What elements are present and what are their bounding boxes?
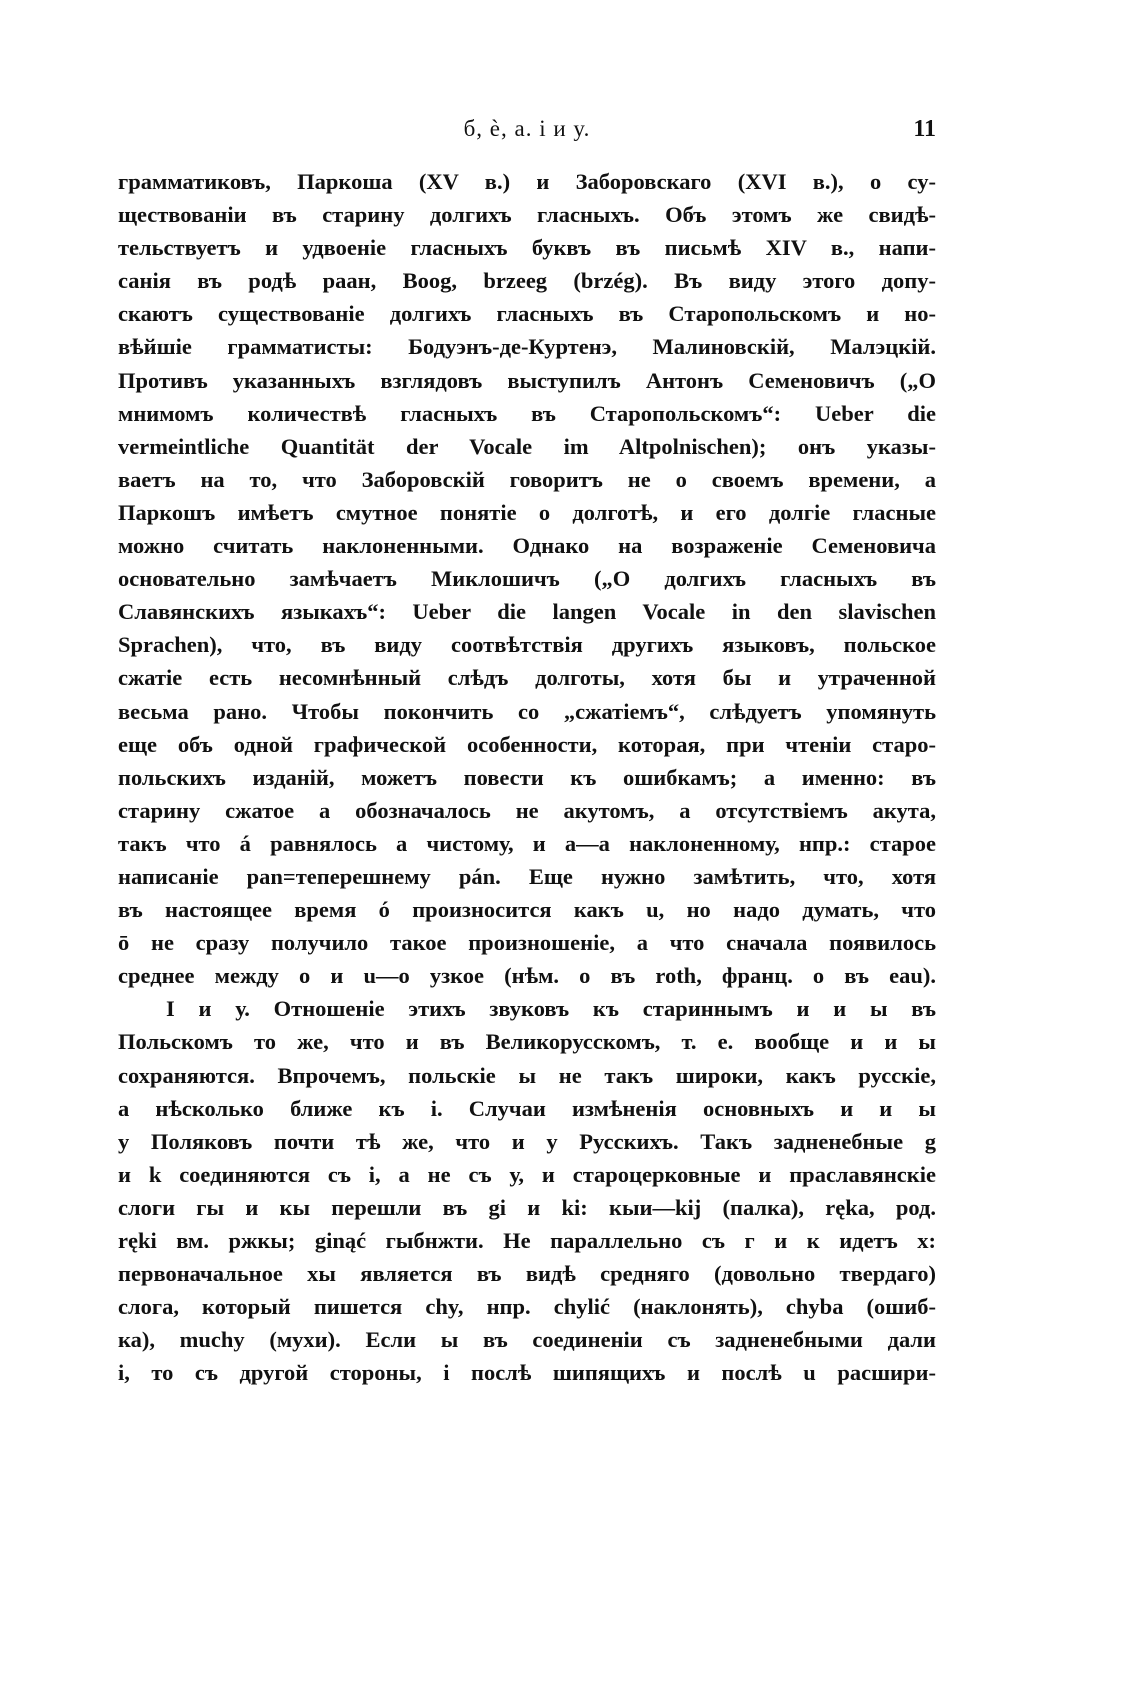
- text-line: санія въ родѣ раан, Boog, brzeeg (brzég). Въ виду этого допу-: [118, 268, 936, 294]
- text-line: старину сжатое а обозначалось не акутомъ, а отсутствіемъ акута,: [118, 797, 936, 823]
- text-line: сжатіе есть несомнѣнный слѣдъ долготы, хотя бы и утраченной: [118, 665, 936, 691]
- text-line: і, то съ другой стороны, і послѣ шипящихъ и послѣ u расшири-: [118, 1360, 936, 1386]
- text-line: слога, который пишется chy, нпр. chylić (наклонять), chyba (ошиб-: [118, 1294, 936, 1320]
- text-line: грамматиковъ, Паркоша (XV в.) и Заборовскаго (XVI в.), о су-: [118, 169, 936, 194]
- text-line: и k соединяются съ і, а не съ у, и староцерковные и праславянскіе: [118, 1161, 936, 1187]
- text-line: въ настоящее время ó произносится какъ u, но надо думать, что: [118, 897, 936, 923]
- running-title: б, ѐ, а. і и у.: [463, 116, 591, 141]
- text-line: первоначальное хы является въ видѣ средняго (довольно твердаго): [118, 1261, 936, 1287]
- text-line: скаютъ существованіе долгихъ гласныхъ въ Старопольскомъ и но-: [118, 301, 936, 327]
- text-line: у Поляковъ почти тѣ же, что и у Русскихъ. Такъ задненебные g: [118, 1128, 936, 1154]
- text-line: ка), muchy (мухи). Если ы въ соединеніи съ задненебными дали: [118, 1327, 936, 1353]
- paragraph-start-line: I и у. Отношеніе этихъ звуковъ къ стариннымъ и и ы въ: [166, 996, 936, 1022]
- running-head: [118, 116, 936, 152]
- text-line: Паркошъ имѣетъ смутное понятіе о долготѣ, и его долгіе гласные: [118, 499, 936, 525]
- text-line: а нѣсколько ближе къ і. Случаи измѣненія основныхъ и и ы: [118, 1095, 936, 1121]
- text-line: Sprachen), что, въ виду соотвѣтствія другихъ языковъ, польское: [118, 632, 936, 658]
- text-line: вѣйшіе грамматисты: Бодуэнъ-де-Куртенэ, Малиновскій, Малэцкій.: [118, 334, 936, 360]
- text-line: среднее между о и u—о узкое (нѣм. о въ roth, франц. о въ eau).: [118, 963, 936, 989]
- text-line: ō не сразу получило такое произношеніе, а что сначала появилось: [118, 930, 936, 956]
- body-text: [118, 165, 936, 1389]
- text-line: такъ что á равнялось а чистому, и а—а наклоненному, нпр.: старое: [118, 830, 936, 856]
- page-number: 11: [913, 116, 936, 142]
- text-line: сохраняются. Впрочемъ, польскіе ы не такъ широки, какъ русскіе,: [118, 1062, 936, 1088]
- text-line: польскихъ изданій, можетъ повести къ ошибкамъ; а именно: въ: [118, 764, 936, 790]
- text-line: основательно замѣчаетъ Миклошичъ („О долгихъ гласныхъ въ: [118, 566, 936, 592]
- text-line: еще объ одной графической особенности, которая, при чтеніи старо-: [118, 731, 936, 757]
- text-line: vermeintliche Quantität der Vocale im Altpolnischen); онъ указы-: [118, 433, 936, 459]
- text-line: мнимомъ количествѣ гласныхъ въ Старопольскомъ“: Ueber die: [118, 400, 936, 426]
- text-line: Славянскихъ языкахъ“: Ueber die langen Vocale in den slavischen: [118, 599, 936, 625]
- text-line: Польскомъ то же, что и въ Великорусскомъ, т. е. вообще и и ы: [118, 1029, 936, 1055]
- text-line: можно считать наклоненными. Однако на возраженіе Семеновича: [118, 533, 936, 559]
- text-line: ваетъ на то, что Заборовскій говоритъ не о своемъ времени, а: [118, 466, 936, 492]
- text-line: тельствуетъ и удвоеніе гласныхъ буквъ въ письмѣ XIV в., напи-: [118, 235, 936, 261]
- text-line: весьма рано. Чтобы покончить со „сжатіемъ“, слѣдуетъ упомянуть: [118, 698, 936, 724]
- text-line: ществованіи въ старину долгихъ гласныхъ. Объ этомъ же свидѣ-: [118, 202, 936, 228]
- text-line: написаніе pan=теперешнему pán. Еще нужно замѣтить, что, хотя: [118, 863, 936, 889]
- text-line: Противъ указанныхъ взглядовъ выступилъ Антонъ Семеновичъ („О: [118, 367, 936, 393]
- text-line: ręki вм. ржкы; ginąć гыбнжти. Не параллельно съ г и к идетъ x:: [118, 1228, 936, 1253]
- text-line: слоги гы и кы перешли въ gi и ki: кыи—kij (палка), ręka, род.: [118, 1194, 936, 1220]
